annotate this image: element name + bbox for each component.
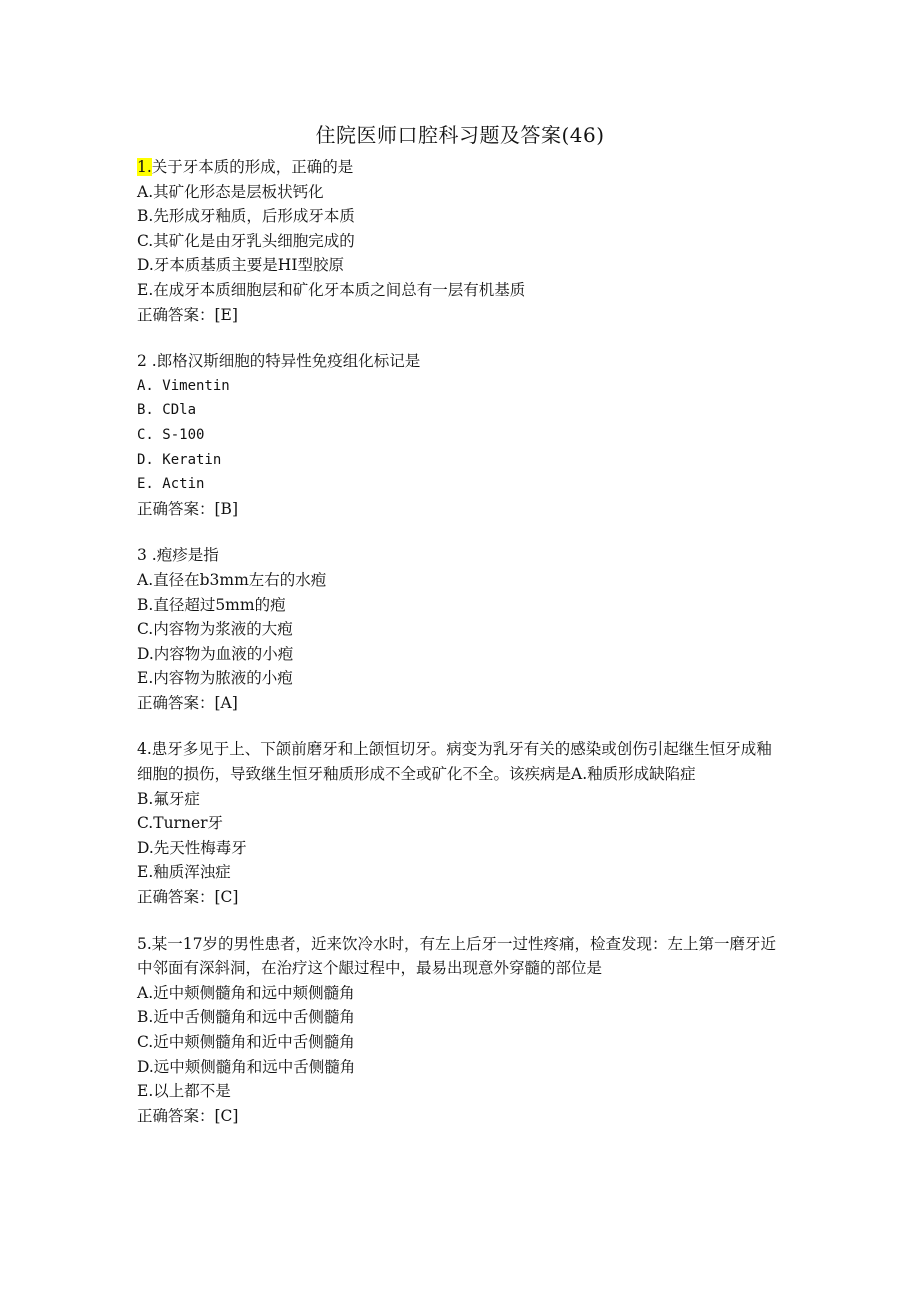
question-stem-text: 关于牙本质的形成，正确的是 bbox=[151, 158, 354, 176]
answer: 正确答案：[A] bbox=[137, 693, 238, 712]
question-number: 4. bbox=[137, 740, 152, 759]
answer: 正确答案：[C] bbox=[137, 888, 239, 907]
option-c: C.内容物为浆液的大疱 bbox=[137, 620, 293, 639]
option-d: D.先天性梅毒牙 bbox=[137, 838, 247, 857]
question-stem bbox=[137, 155, 777, 180]
question-2 bbox=[137, 349, 777, 521]
option-a: A.直径在b3mm左右的水疱 bbox=[137, 570, 327, 589]
option-a: A. Vimentin bbox=[137, 377, 230, 394]
option-d: D.牙本质基质主要是HI型胶原 bbox=[137, 256, 344, 275]
option-a: A.其矿化形态是层板状钙化 bbox=[137, 182, 324, 201]
option-d: D.远中颊侧髓角和远中舌侧髓角 bbox=[137, 1057, 356, 1076]
question-stem bbox=[137, 932, 777, 981]
question-4 bbox=[137, 737, 777, 909]
question-3 bbox=[137, 543, 777, 715]
question-stem-text: 郎格汉斯细胞的特异性免疫组化标记是 bbox=[156, 352, 421, 371]
question-stem bbox=[137, 737, 777, 786]
option-d: D. Keratin bbox=[137, 451, 222, 468]
option-c: C.其矿化是由牙乳头细胞完成的 bbox=[137, 231, 355, 250]
option-e: E.内容物为脓液的小疱 bbox=[137, 669, 293, 688]
option-e: E.釉质浑浊症 bbox=[137, 863, 231, 882]
option-d: D.内容物为血液的小疱 bbox=[137, 644, 294, 663]
document-title: 住院医师口腔科习题及答案(46) bbox=[315, 123, 605, 147]
option-c: C. S-100 bbox=[137, 426, 205, 443]
option-b: B.直径超过5mm的疱 bbox=[137, 595, 286, 614]
answer: 正确答案：[E] bbox=[137, 305, 238, 324]
option-e: E.在成牙本质细胞层和矿化牙本质之间总有一层有机基质 bbox=[137, 280, 526, 299]
option-b: B.近中舌侧髓角和远中舌侧髓角 bbox=[137, 1008, 355, 1027]
question-number: 1. bbox=[137, 158, 152, 176]
question-stem-text: 疱疹是指 bbox=[156, 546, 219, 565]
question-stem-text: 患牙多见于上、下颌前磨牙和上颌恒切牙。病变为乳牙有关的感染或创伤引起继生恒牙成釉细胞的损伤，导致继生恒牙釉质形成不全或矿化不全。该疾病是A.釉质形成缺陷症 bbox=[137, 740, 772, 784]
question-stem-text: 某一17岁的男性患者，近来饮冷水时，有左上后牙一过性疼痛，检查发现：左上第一磨牙近中邻面有深斜洞，在治疗这个龈过程中，最易出现意外穿髓的部位是 bbox=[137, 934, 777, 978]
question-list bbox=[137, 155, 777, 1150]
option-b: B.氟牙症 bbox=[137, 789, 200, 808]
option-a: A.近中颊侧髓角和远中颊侧髓角 bbox=[137, 983, 355, 1002]
option-e: E.以上都不是 bbox=[137, 1082, 231, 1101]
question-1 bbox=[137, 155, 777, 327]
question-stem bbox=[137, 349, 777, 374]
question-number: 5. bbox=[137, 934, 152, 953]
option-c: C.Turner牙 bbox=[137, 814, 224, 833]
question-stem bbox=[137, 543, 777, 568]
question-5 bbox=[137, 932, 777, 1129]
question-number: 3 . bbox=[137, 546, 157, 565]
answer: 正确答案：[C] bbox=[137, 1106, 239, 1125]
option-e: E. Actin bbox=[137, 476, 205, 493]
option-b: B. CDla bbox=[137, 402, 197, 419]
option-c: C.近中颊侧髓角和近中舌侧髓角 bbox=[137, 1033, 355, 1051]
option-b: B.先形成牙釉质，后形成牙本质 bbox=[137, 207, 355, 226]
question-number: 2 . bbox=[137, 352, 157, 371]
answer: 正确答案：[B] bbox=[137, 499, 238, 518]
